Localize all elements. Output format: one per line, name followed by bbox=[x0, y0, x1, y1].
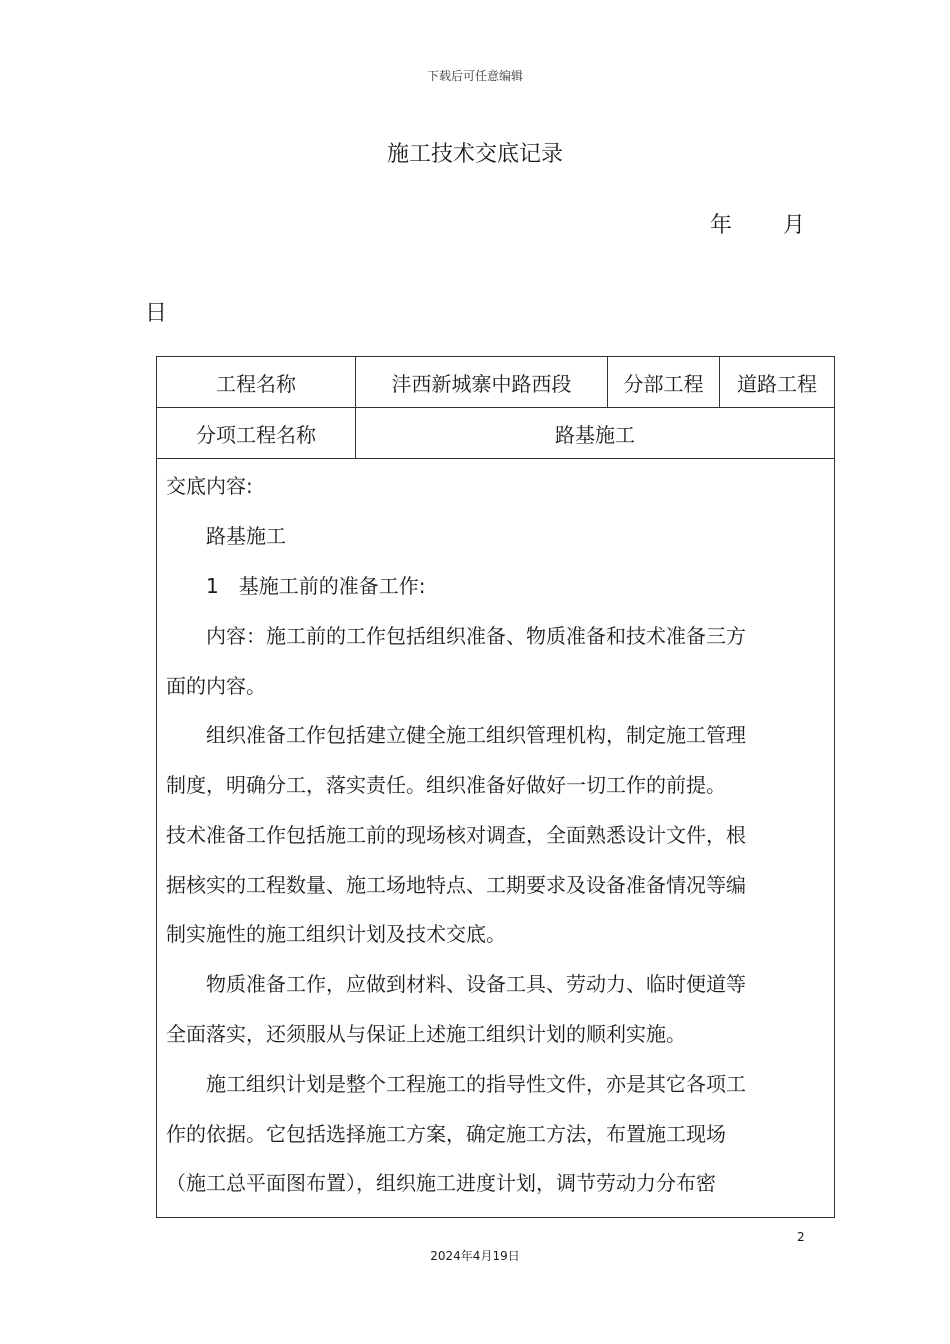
date-year-label: 年 bbox=[710, 213, 733, 238]
content-line: 全面落实，还须服从与保证上述施工组织计划的顺利实施。 bbox=[166, 1022, 686, 1046]
division-value: 道路工程 bbox=[737, 371, 817, 396]
content-line: 面的内容。 bbox=[166, 674, 266, 698]
content-line: 1 基施工前的准备工作: bbox=[166, 574, 426, 598]
content-line: 制实施性的施工组织计划及技术交底。 bbox=[166, 922, 506, 946]
content-line: 作的依据。它包括选择施工方案，确定施工方法，布置施工现场 bbox=[166, 1122, 726, 1146]
date-month-label: 月 bbox=[783, 213, 806, 238]
content-line: 技术准备工作包括施工前的现场核对调查，全面熟悉设计文件，根 bbox=[166, 823, 746, 847]
content-line: 制度，明确分工，落实责任。组织准备好做好一切工作的前提。 bbox=[166, 773, 726, 797]
table-row-divider bbox=[157, 458, 834, 459]
content-line: 组织准备工作包括建立健全施工组织管理机构，制定施工管理 bbox=[166, 723, 746, 747]
content-line: 施工组织计划是整个工程施工的指导性文件，亦是其它各项工 bbox=[166, 1072, 746, 1096]
page-number: 2 bbox=[797, 1230, 805, 1244]
content-line: 路基施工 bbox=[166, 524, 286, 548]
content-heading: 交底内容: bbox=[166, 474, 253, 498]
content-line: （施工总平面图布置），组织施工进度计划，调节劳动力分布密 bbox=[166, 1171, 716, 1195]
subitem-value: 路基施工 bbox=[555, 422, 635, 447]
content-line: 物质准备工作，应做到材料、设备工具、劳动力、临时便道等 bbox=[166, 972, 746, 996]
subitem-label: 分项工程名称 bbox=[196, 422, 316, 447]
content-line: 据核实的工程数量、施工场地特点、工期要求及设备准备情况等编 bbox=[166, 873, 746, 897]
division-label: 分部工程 bbox=[623, 371, 704, 396]
disclosure-table bbox=[156, 356, 835, 1218]
footer-date: 2024年4月19日 bbox=[430, 1249, 520, 1263]
header-note: 下载后可任意编辑 bbox=[426, 69, 523, 83]
project-name-label: 工程名称 bbox=[216, 371, 296, 396]
date-day-label: 日 bbox=[145, 301, 168, 326]
content-line: 内容：施工前的工作包括组织准备、物质准备和技术准备三方 bbox=[166, 624, 746, 648]
project-name-value: 沣西新城寨中路西段 bbox=[391, 371, 572, 396]
document-title: 施工技术交底记录 bbox=[386, 142, 563, 167]
